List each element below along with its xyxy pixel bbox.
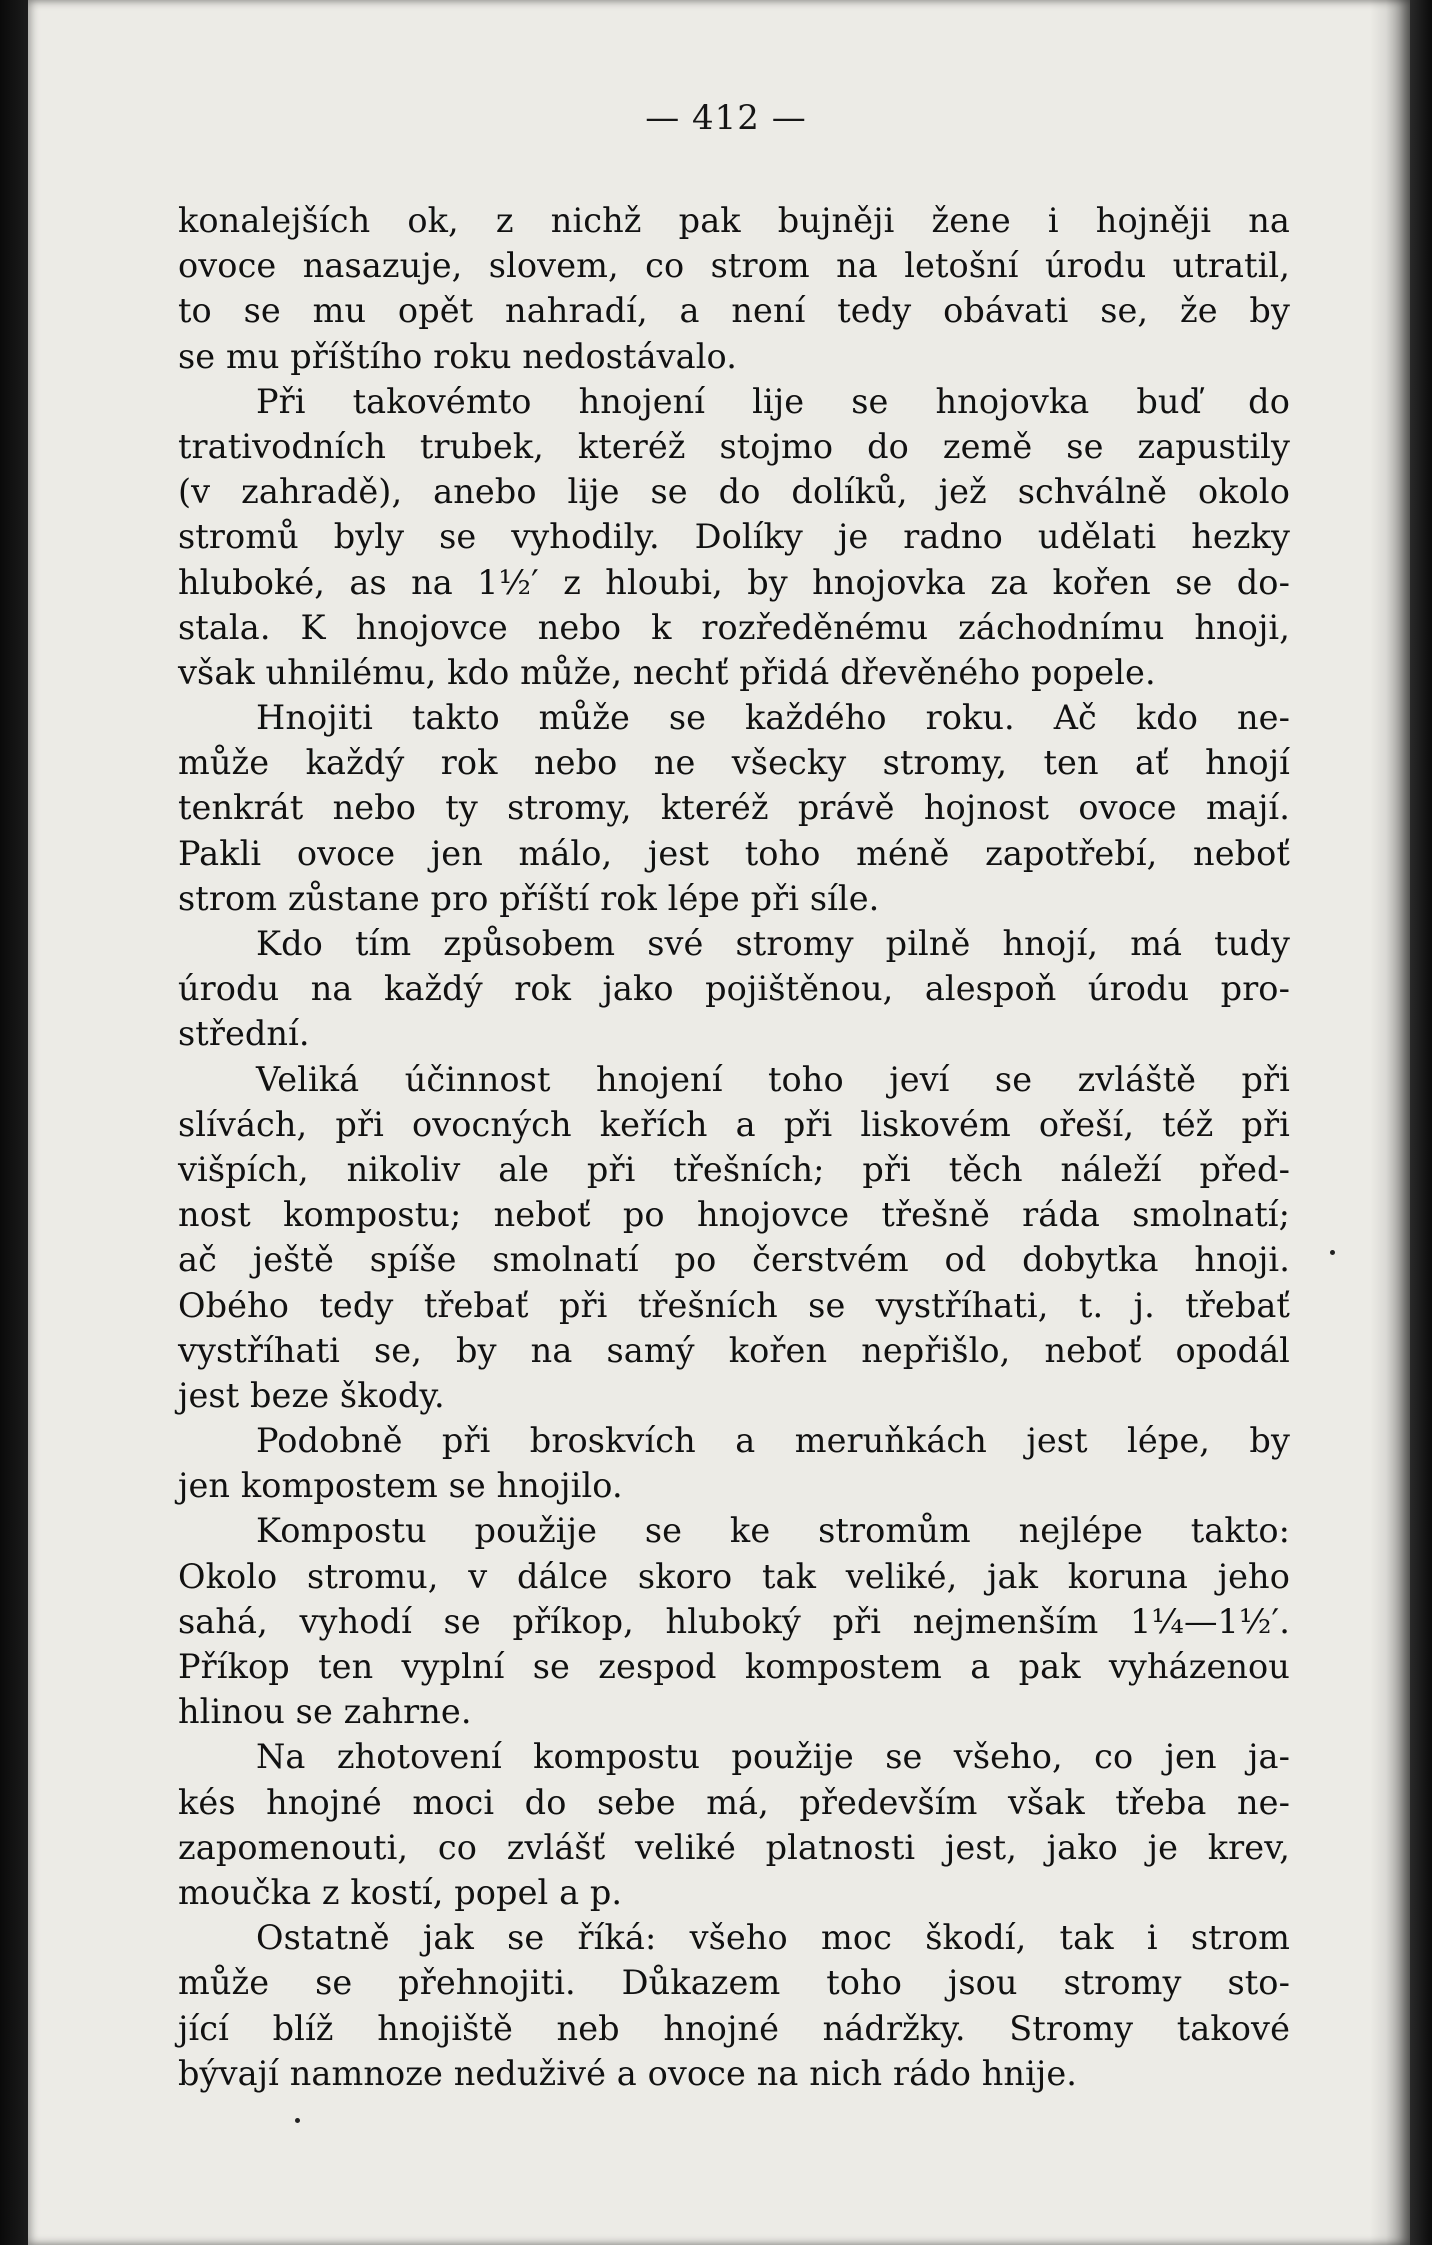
paragraph-first-line: Veliká účinnost hnojení toho jeví se zvláště při (256, 1059, 1290, 1099)
text-line: ač ještě spíše smolnatí po čerstvém od dobytka hnoji. (178, 1240, 1290, 1280)
text-line: hluboké, as na 1½′ z hloubi, by hnojovka za kořen se do- (178, 562, 1290, 602)
text-line: Příkop ten vyplní se zespod kompostem a pak vyházenou (178, 1647, 1290, 1686)
text-line: stala. K hnojovce nebo k rozředěnému záchodnímu hnoji, (178, 607, 1290, 647)
print-speck (1330, 1250, 1335, 1255)
text-line: hlinou se zahrne. (178, 1692, 472, 1732)
paragraph-first-line: Při takovémto hnojení lije se hnojovka buď do (256, 381, 1290, 421)
text-line: višpích, nikoliv ale při třešních; při těch náleží před- (178, 1149, 1290, 1189)
text-line: ovoce nasazuje, slovem, co strom na letošní úrodu utratil, (178, 246, 1290, 286)
text-line: slívách, při ovocných keřích a při liskovém ořeší, též při (178, 1104, 1290, 1144)
text-line: střední. (178, 1014, 310, 1054)
text-line: Pakli ovoce jen málo, jest toho méně zapotřebí, neboť (178, 833, 1290, 873)
paragraph-first-line: Na zhotovení kompostu použije se všeho, co jen ja- (256, 1737, 1290, 1777)
text-line: sahá, vyhodí se příkop, hluboký při nejmenším 1¼—1½′. (178, 1601, 1290, 1641)
body-text (178, 198, 1290, 2096)
text-line: bývají namnoze neduživé a ovoce na nich rádo hnije. (178, 2053, 1078, 2093)
paragraph-first-line: Kdo tím způsobem své stromy pilně hnojí, má tudy (256, 924, 1290, 963)
text-line: může každý rok nebo ne všecky stromy, ten ať hnojí (178, 743, 1290, 783)
text-line: Obého tedy třebať při třešních se vystříhati, t. j. třebať (178, 1285, 1290, 1325)
scan-border-right (1410, 0, 1432, 2245)
text-line: může se přehnojiti. Důkazem toho jsou stromy sto- (178, 1963, 1290, 2003)
page-edge-shadow (1370, 0, 1410, 2245)
text-line: stromů byly se vyhodily. Dolíky je radno udělati hezky (178, 517, 1290, 557)
text-line: se mu příštího roku nedostávalo. (178, 336, 737, 376)
text-line: to se mu opět nahradí, a není tedy obávati se, že by (178, 291, 1290, 331)
text-line: úrodu na každý rok jako pojištěnou, alespoň úrodu pro- (178, 969, 1290, 1009)
text-line: jící blíž hnojiště neb hnojné nádržky. Stromy takové (178, 2008, 1290, 2048)
paragraph-first-line: Podobně při broskvích a meruňkách jest lépe, by (256, 1421, 1290, 1461)
text-line: nost kompostu; neboť po hnojovce třešně ráda smolnatí; (178, 1195, 1290, 1235)
paragraph-first-line: Hnojiti takto může se každého roku. Ač kdo ne- (256, 698, 1290, 738)
text-line: kés hnojné moci do sebe má, především však třeba ne- (178, 1782, 1290, 1822)
text-line: vystříhati se, by na samý kořen nepřišlo, neboť opodál (178, 1330, 1290, 1370)
text-line: trativodních trubek, kteréž stojmo do země se zapustily (178, 426, 1290, 466)
scan-border-left (0, 0, 28, 2245)
text-line: Okolo stromu, v dálce skoro tak veliké, jak koruna jeho (178, 1556, 1290, 1596)
text-line: jen kompostem se hnojilo. (178, 1466, 623, 1506)
text-line: však uhnilému, kdo může, nechť přidá dřevěného popele. (178, 652, 1156, 692)
paragraph-first-line: Kompostu použije se ke stromům nejlépe takto: (256, 1511, 1290, 1551)
page-number: — 412 — (645, 98, 807, 138)
print-speck (295, 2118, 300, 2123)
text-line: (v zahradě), anebo lije se do dolíků, jež schválně okolo (178, 472, 1290, 512)
text-line: moučka z kostí, popel a p. (178, 1872, 623, 1912)
text-line: strom zůstane pro příští rok lépe při síle. (178, 878, 880, 918)
text-line: konalejších ok, z nichž pak bujněji žene i hojněji na (178, 201, 1290, 240)
text-line: tenkrát nebo ty stromy, kteréž právě hojnost ovoce mají. (178, 788, 1290, 828)
text-line: zapomenouti, co zvlášť veliké platnosti jest, jako je krev, (178, 1827, 1290, 1867)
paragraph-first-line: Ostatně jak se říká: všeho moc škodí, tak i strom (256, 1918, 1290, 1958)
text-line: jest beze škody. (178, 1375, 445, 1415)
